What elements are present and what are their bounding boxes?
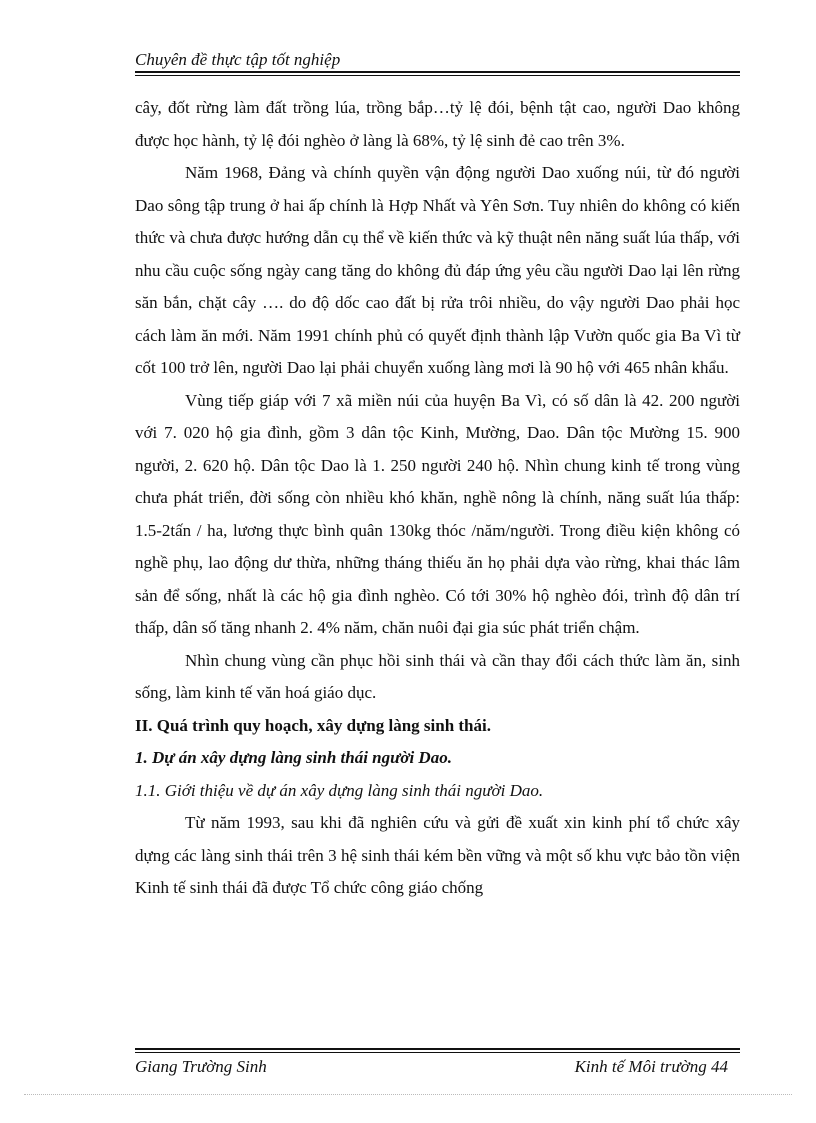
- footer-page-label: Kinh tế Môi trường 44: [574, 1057, 728, 1076]
- paragraph-4: Nhìn chung vùng cần phục hồi sinh thái và cần thay đổi cách thức làm ăn, sinh sống, làm kinh tế văn hoá giáo dục.: [135, 650, 740, 702]
- footer-author: Giang Trường Sinh: [135, 1057, 267, 1076]
- footer-rule: [135, 1048, 740, 1053]
- subsubsection-heading: 1.1. Giới thiệu về dự án xây dựng làng sinh thái người Dao.: [135, 780, 544, 800]
- paragraph-3: Vùng tiếp giáp với 7 xã miền núi của huyện Ba Vì, có số dân là 42. 200 người với 7. 020 hộ gia đình, gồm 3 dân tộc Kinh, Mường, Dao. Dân tộc Mường 15. 900 người, 2. 620 hộ. Dân tộc Dao là 1. 250 người 240 hộ. Nhìn chung kinh tế trong vùng chưa phát triển, đời sống còn nhiều khó khăn, nghề nông là chính, năng suất lúa thấp: 1.5-2tấn / ha, lương thực bình quân 130kg thóc /năm/người. Trong điều kiện không có nghề phụ, lao động dư thừa, những tháng thiếu ăn họ phải dựa vào rừng, khai thác lâm sản để sống, nhất là các hộ gia đình nghèo. Có tới 30% hộ nghèo đói, trình độ dân trí thấp, dân số tăng nhanh 2. 4% năm, chăn nuôi đại gia súc phát triển chậm.: [135, 390, 740, 637]
- running-header: Chuyên đề thực tập tốt nghiệp: [135, 50, 341, 69]
- section-heading: II. Quá trình quy hoạch, xây dựng làng sinh thái.: [135, 715, 491, 735]
- paragraph-5: Từ năm 1993, sau khi đã nghiên cứu và gửi đề xuất xin kinh phí tổ chức xây dựng các làng sinh thái trên 3 hệ sinh thái kém bền vững và một số khu vực bảo tồn viện Kinh tế sinh thái đã được Tổ chức công giáo chống: [135, 813, 740, 897]
- subsection-heading: 1. Dự án xây dựng làng sinh thái người Dao.: [135, 748, 452, 767]
- body-text: [135, 92, 740, 905]
- header-rule: [135, 71, 740, 76]
- paragraph-1: cây, đốt rừng làm đất trồng lúa, trồng bắp…tỷ lệ đói, bệnh tật cao, người Dao không được học hành, tỷ lệ đói nghèo ở làng là 68%, tỷ lệ sinh đẻ cao trên 3%.: [135, 98, 740, 150]
- paragraph-2: Năm 1968, Đảng và chính quyền vận động người Dao xuống núi, từ đó người Dao sông tập trung ở hai ấp chính là Hợp Nhất và Yên Sơn. Tuy nhiên do không có kiến thức và chưa được hướng dẫn cụ thể về kiến thức và kỹ thuật nên năng suất lúa thấp, với nhu cầu cuộc sống ngày cang tăng do không đủ đáp ứng yêu cầu người Dao lại lên rừng săn bắn, chặt cây …. do độ dốc cao đất bị rửa trôi nhiều, do vậy người Dao phải học cách làm ăn mới. Năm 1991 chính phủ có quyết định thành lập Vườn quốc gia Ba Vì từ cốt 100 trở lên, người Dao lại phải chuyển xuống làng mơi là 90 hộ với 465 nhân khẩu.: [135, 163, 740, 377]
- page-edge-divider: [24, 1094, 792, 1095]
